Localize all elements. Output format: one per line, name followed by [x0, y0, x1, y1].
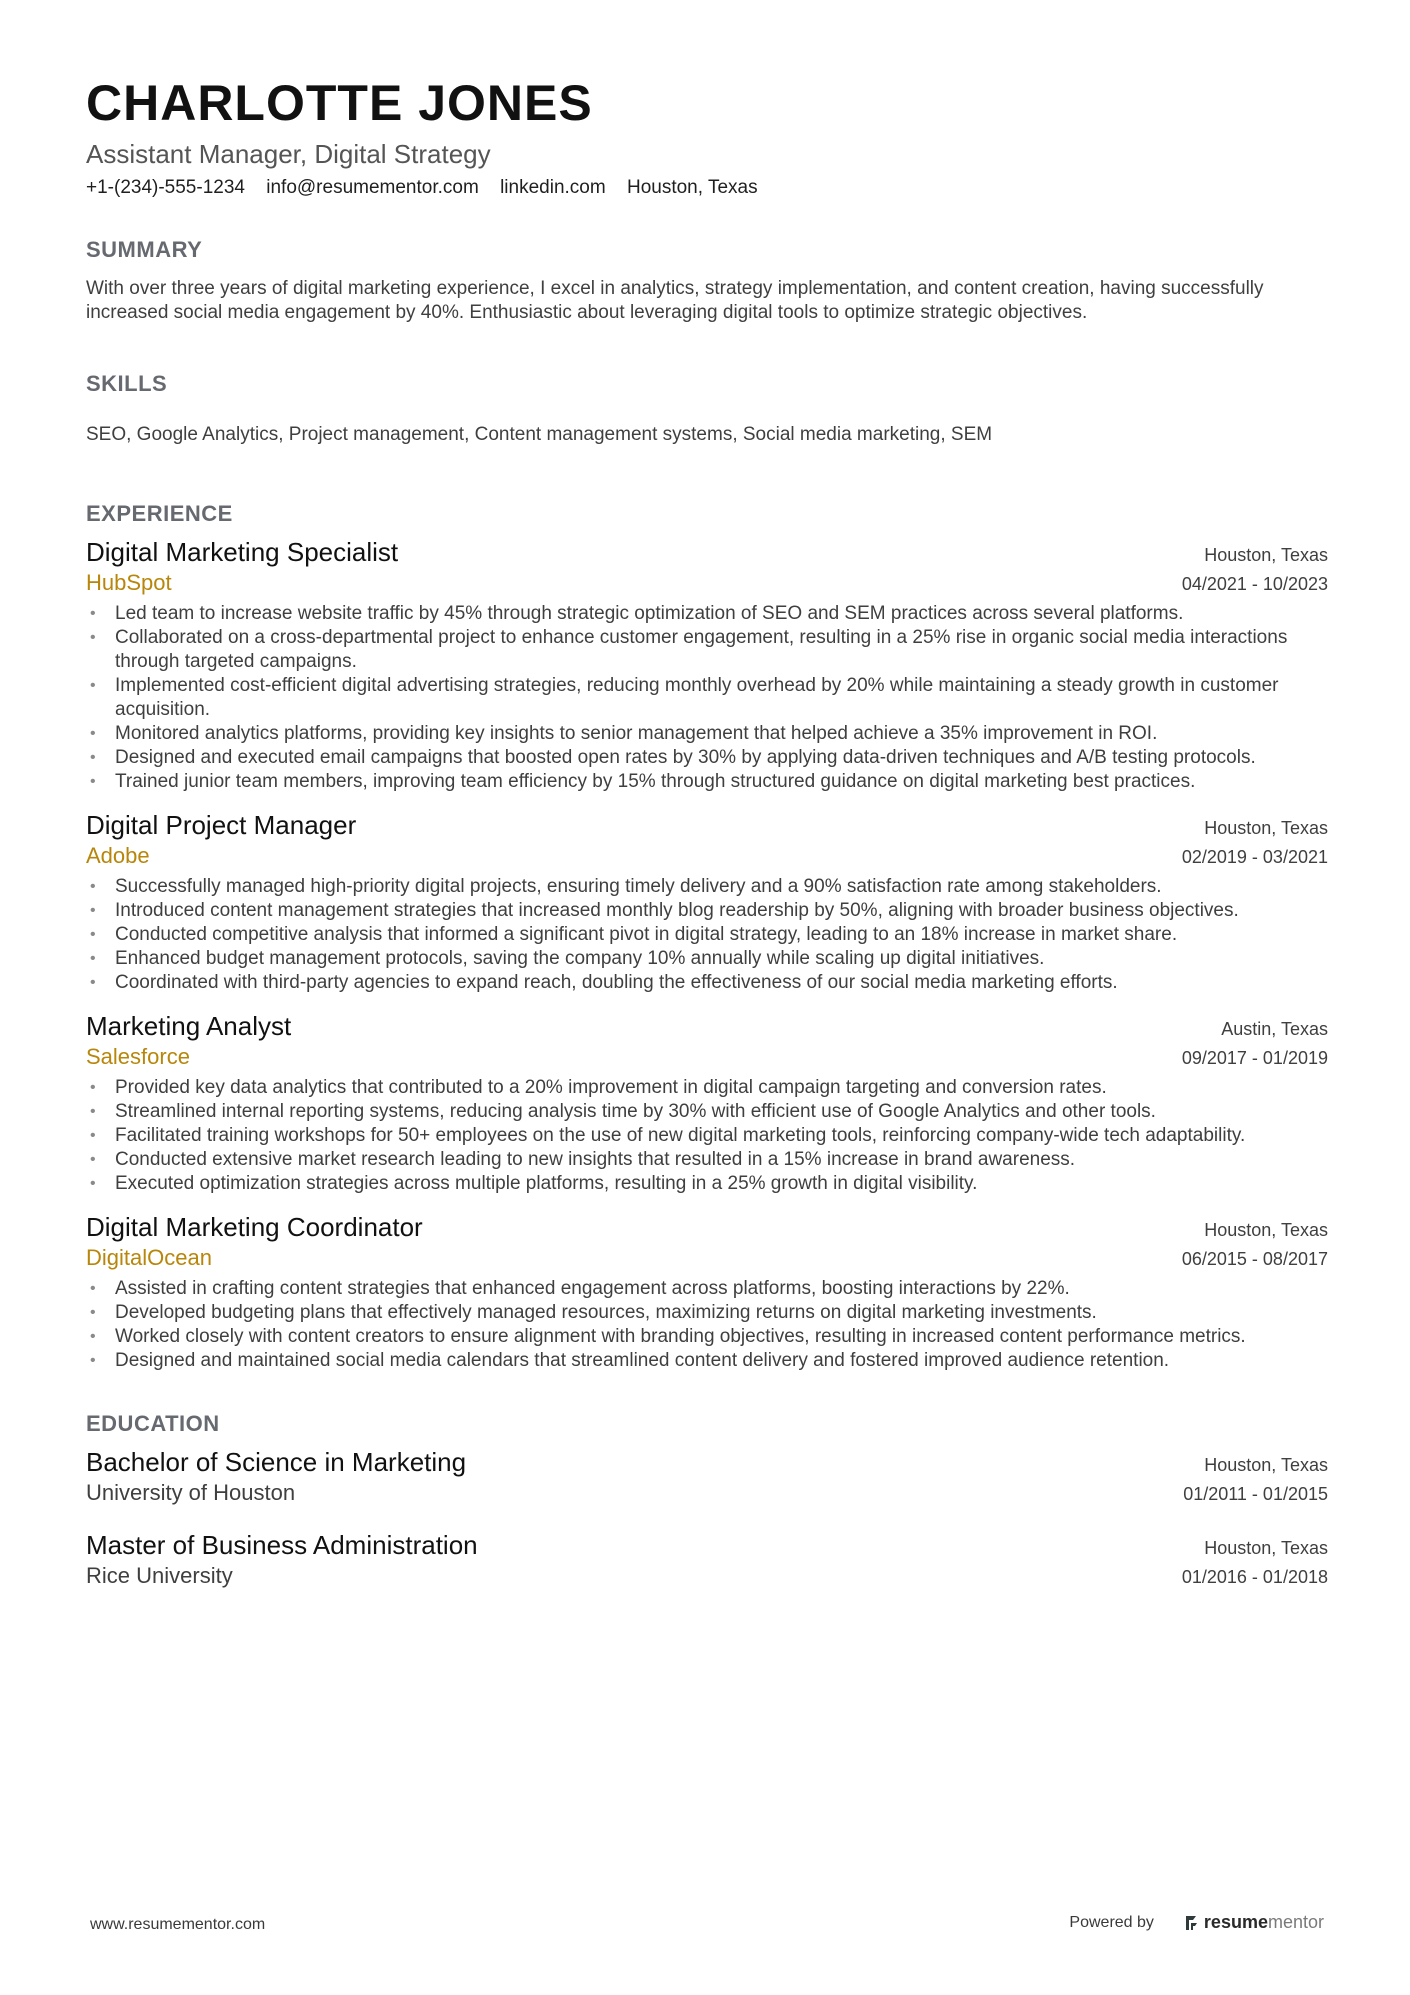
bullet-text: Facilitated training workshops for 50+ employees on the use of new digital marketing tools, reinforcing company-wide tech adaptability. [115, 1125, 1246, 1147]
experience-bullet [86, 1148, 1328, 1172]
education-list [86, 1447, 1328, 1591]
bullet-text: Designed and maintained social media calendars that streamlined content delivery and fostered improved audience retention. [115, 1350, 1170, 1372]
job-company: Adobe [86, 843, 150, 869]
bullet-icon: • [90, 605, 96, 623]
bullet-text: Designed and executed email campaigns that boosted open rates by 30% by applying data-driven techniques and A/B testing protocols. [115, 747, 1256, 769]
degree-title: Master of Business Administration [86, 1530, 478, 1561]
bullet-text: Worked closely with content creators to ensure alignment with branding objectives, resulting in increased content performance metrics. [115, 1326, 1246, 1348]
education-location: Houston, Texas [1204, 1538, 1328, 1559]
school-name: Rice University [86, 1563, 233, 1589]
bullet-list [86, 1277, 1328, 1373]
experience-bullet [86, 875, 1328, 899]
job-dates: 06/2015 - 08/2017 [1181, 1249, 1328, 1270]
job-company: HubSpot [86, 570, 172, 596]
job-location: Houston, Texas [1204, 818, 1328, 839]
job-title: Marketing Analyst [86, 1011, 292, 1042]
footer-website: www.resumementor.com [90, 1916, 266, 1933]
experience-bullet [86, 923, 1328, 947]
contact-location: Houston, Texas [626, 176, 758, 198]
bullet-icon: • [90, 773, 96, 791]
summary-section [86, 239, 1328, 325]
bullet-icon: • [90, 1079, 96, 1097]
contact-email: info@resumementor.com [266, 176, 479, 198]
bullet-text: Assisted in crafting content strategies that enhanced engagement across platforms, boosting interactions by 22%. [115, 1278, 1070, 1300]
experience-bullet [86, 746, 1328, 770]
bullet-text: Coordinated with third-party agencies to expand reach, doubling the effectiveness of our social media marketing efforts. [115, 972, 1118, 994]
bullet-icon: • [90, 902, 96, 920]
job-title: Digital Marketing Coordinator [86, 1212, 423, 1243]
bullet-icon: • [90, 677, 96, 695]
experience-bullet [86, 971, 1328, 995]
skills-text: SEO, Google Analytics, Project management, Content management systems, Social media marketing, SEM [86, 424, 993, 446]
bullet-icon: • [90, 1175, 96, 1193]
education-dates: 01/2016 - 01/2018 [1181, 1567, 1328, 1588]
experience-section [86, 503, 1328, 1373]
experience-bullet [86, 674, 1328, 722]
experience-bullet [86, 602, 1328, 626]
skills-section [86, 373, 1328, 447]
bullet-list [86, 875, 1328, 995]
experience-bullet [86, 770, 1328, 794]
experience-bullet [86, 1325, 1328, 1349]
job-location: Austin, Texas [1221, 1019, 1328, 1040]
bullet-icon: • [90, 1328, 96, 1346]
bullet-text: Introduced content management strategies that increased monthly blog readership by 50%, aligning with broader business objectives. [115, 900, 1239, 922]
experience-bullet [86, 626, 1328, 674]
powered-by-label: Powered by [1069, 1913, 1154, 1931]
job-company: DigitalOcean [86, 1245, 212, 1271]
bullet-text: Conducted extensive market research leading to new insights that resulted in a 15% increase in brand awareness. [115, 1149, 1076, 1171]
bullet-text: Trained junior team members, improving team efficiency by 15% through structured guidance on digital marketing best practices. [115, 771, 1196, 793]
jobs-list [86, 537, 1328, 1373]
bullet-text: Conducted competitive analysis that informed a significant pivot in digital strategy, leading to an 18% increase in market share. [115, 924, 1178, 946]
section-heading: SUMMARY [86, 237, 203, 263]
bullet-text: Developed budgeting plans that effectively managed resources, maximizing returns on digital marketing investments. [115, 1302, 1097, 1324]
education-entry [86, 1530, 1328, 1591]
candidate-name: CHARLOTTE JONES [86, 75, 593, 131]
bullet-text: Provided key data analytics that contributed to a 20% improvement in digital campaign targeting and conversion rates. [115, 1077, 1107, 1099]
contact-linkedin: linkedin.com [500, 176, 606, 198]
bullet-text: Implemented cost-efficient digital advertising strategies, reducing monthly overhead by 20% while maintaining a steady growth in customer acquisition. [115, 675, 1279, 721]
experience-bullet [86, 1349, 1328, 1373]
bullet-text: Monitored analytics platforms, providing key insights to senior management that helped achieve a 35% improvement in ROI. [115, 723, 1158, 745]
experience-bullet [86, 1124, 1328, 1148]
brand-name-light: mentor [1267, 1912, 1324, 1932]
experience-entry [86, 810, 1328, 995]
job-dates: 02/2019 - 03/2021 [1181, 847, 1328, 868]
footer-branding [1069, 1912, 1324, 1933]
brand-logo [1184, 1912, 1324, 1933]
bullet-text: Collaborated on a cross-departmental project to enhance customer engagement, resulting in a 25% rise in organic social media interactions through targeted campaigns. [115, 627, 1288, 673]
summary-text: With over three years of digital marketing experience, I excel in analytics, strategy implementation, and content creation, having successfully increased social media engagement by 40%. Enthusiastic about leveraging digital tools to optimize strategic objectives. [86, 278, 1264, 324]
education-section [86, 1413, 1328, 1591]
bullet-icon: • [90, 1103, 96, 1121]
bullet-text: Streamlined internal reporting systems, reducing analysis time by 30% with efficient use of Google Analytics and other tools. [115, 1101, 1156, 1123]
resume-header [86, 75, 1328, 199]
job-location: Houston, Texas [1204, 1220, 1328, 1241]
experience-entry [86, 537, 1328, 794]
degree-title: Bachelor of Science in Marketing [86, 1447, 467, 1478]
bullet-icon: • [90, 725, 96, 743]
contact-phone: +1-(234)-555-1234 [86, 176, 245, 198]
school-name: University of Houston [86, 1480, 296, 1506]
bullet-text: Enhanced budget management protocols, saving the company 10% annually while scaling up digital initiatives. [115, 948, 1045, 970]
experience-bullet [86, 722, 1328, 746]
job-dates: 09/2017 - 01/2019 [1181, 1048, 1328, 1069]
education-dates: 01/2011 - 01/2015 [1183, 1484, 1328, 1505]
job-title: Digital Project Manager [86, 810, 357, 841]
bullet-icon: • [90, 1127, 96, 1145]
experience-bullet [86, 947, 1328, 971]
bullet-text: Successfully managed high-priority digital projects, ensuring timely delivery and a 90% satisfaction rate among stakeholders. [115, 876, 1162, 898]
bullet-icon: • [90, 950, 96, 968]
education-entry [86, 1447, 1328, 1508]
experience-bullet [86, 899, 1328, 923]
bullet-icon: • [90, 1304, 96, 1322]
job-title: Digital Marketing Specialist [86, 537, 399, 568]
bullet-icon: • [90, 749, 96, 767]
section-heading: SKILLS [86, 371, 168, 397]
section-heading: EXPERIENCE [86, 501, 233, 527]
job-location: Houston, Texas [1204, 545, 1328, 566]
resume-page [86, 70, 1328, 1591]
contact-line [86, 177, 1328, 200]
experience-bullet [86, 1301, 1328, 1325]
job-dates: 04/2021 - 10/2023 [1181, 574, 1328, 595]
job-company: Salesforce [86, 1044, 190, 1070]
experience-bullet [86, 1100, 1328, 1124]
brand-logo-icon [1184, 1914, 1200, 1932]
brand-name-bold: resume [1203, 1912, 1268, 1932]
bullet-text: Executed optimization strategies across multiple platforms, resulting in a 25% growth in digital visibility. [115, 1173, 978, 1195]
bullet-icon: • [90, 1280, 96, 1298]
bullet-icon: • [90, 878, 96, 896]
section-heading: EDUCATION [86, 1411, 220, 1437]
experience-bullet [86, 1172, 1328, 1196]
bullet-icon: • [90, 974, 96, 992]
bullet-list [86, 1076, 1328, 1196]
experience-bullet [86, 1277, 1328, 1301]
bullet-list [86, 602, 1328, 794]
experience-entry [86, 1212, 1328, 1373]
candidate-title: Assistant Manager, Digital Strategy [86, 139, 491, 169]
bullet-icon: • [90, 1352, 96, 1370]
experience-entry [86, 1011, 1328, 1196]
bullet-text: Led team to increase website traffic by 45% through strategic optimization of SEO and SEM practices across several platforms. [115, 603, 1184, 625]
bullet-icon: • [90, 629, 96, 647]
bullet-icon: • [90, 1151, 96, 1169]
education-location: Houston, Texas [1204, 1455, 1328, 1476]
bullet-icon: • [90, 926, 96, 944]
experience-bullet [86, 1076, 1328, 1100]
